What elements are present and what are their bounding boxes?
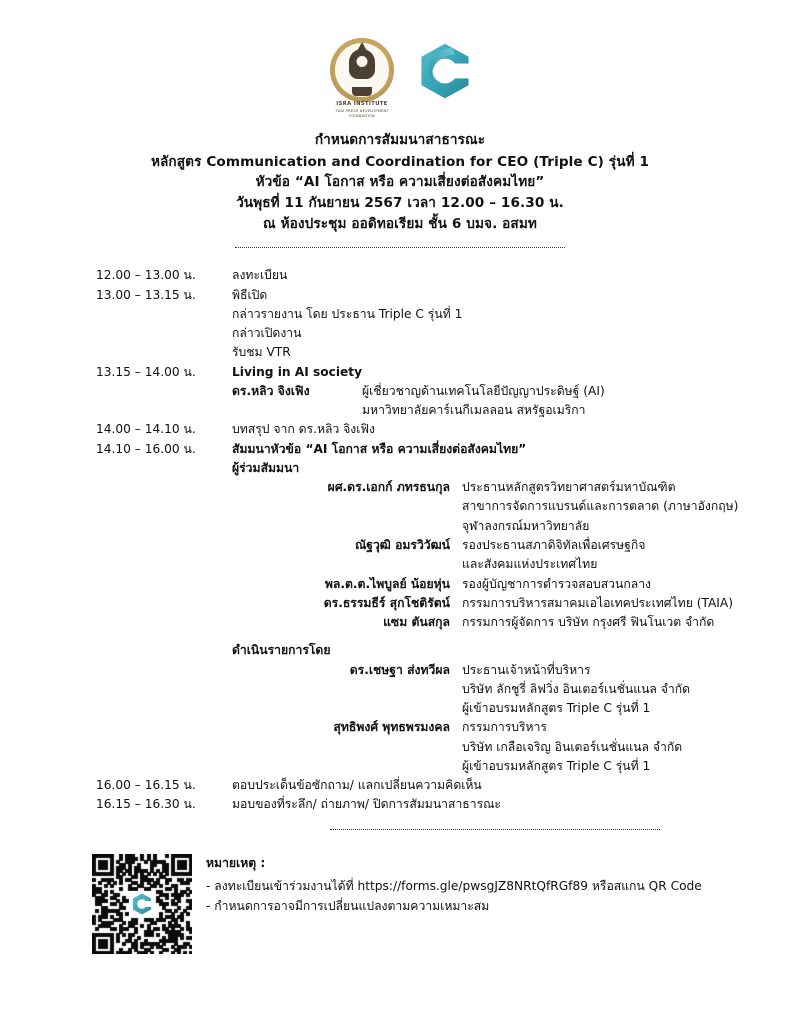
document-title-block [0,130,800,234]
agenda-desc: กล่าวเปิดงาน [232,326,302,341]
panelist-name: พล.ต.ต.ไพบูลย์ น้อยหุ่น [324,576,450,591]
panelist-name: ณัฐวุฒิ อมรวิวัฒน์ [354,538,450,552]
panelist-role: กรรมการผู้จัดการ บริษัท กรุงศรี ฟินโนเวต จำกัด [462,615,715,630]
section-spacer [96,632,740,641]
agenda-desc: ลงทะเบียน [232,268,288,283]
moderator-role: ประธานเจ้าหน้าที่บริหาร [462,662,591,677]
moderator-role: ผู้เข้าอบรมหลักสูตร Triple C รุ่นที่ 1 [462,758,651,773]
panelist-name: ดร.ธรรมธีร์ สุกโชติรัตน์ [323,595,450,610]
logo-band [0,0,800,124]
agenda-desc: มอบของที่ระลึก/ ถ่ายภาพ/ ปิดการสัมมนาสาธารณะ [232,797,501,812]
agenda-list [0,266,800,814]
moderator-list [96,661,740,777]
isra-org-name: ISRA INSTITUTE [336,101,388,107]
agenda-desc: สัมมนาหัวข้อ “AI โอกาส หรือ ความเสี่ยงต่อสังคมไทย” [232,441,527,456]
agenda-desc: บทสรุป จาก ดร.หลิว จิงเฟิง [232,422,375,437]
speaker-name: ดร.หลิว จิงเฟิง [232,383,310,398]
agenda-row [96,420,740,439]
agenda-subrow [96,324,740,343]
event-date-time: วันพุธที่ 11 กันยายน 2567 เวลา 12.00 – 16.30 น. [236,194,564,211]
panelist-name: ผศ.ดร.เอกก์ ภทรธนกุล [327,480,450,495]
notes-text-block [206,854,702,917]
moderator-role: กรรมการบริหาร [462,720,547,735]
panelist-role: รองประธานสภาดิจิทัลเพื่อเศรษฐกิจ [462,538,646,552]
isra-org-sub2: FOUNDATION [349,113,375,118]
moderator-role: ผู้เข้าอบรมหลักสูตร Triple C รุ่นที่ 1 [462,701,651,716]
agenda-desc: ตอบประเด็นข้อซักถาม/ แลกเปลี่ยนความคิดเห็น [232,778,482,793]
header-divider [235,247,565,248]
keynote-speaker-roleline [96,401,740,420]
notes-title: หมายเหตุ : [206,855,266,870]
agenda-desc: กล่าวรายงาน โดย ประธาน Triple C รุ่นที่ 1 [232,306,463,321]
qr-center-logo [129,891,155,917]
panelist-name: แซม ตันสกุล [383,615,450,630]
panelist-role: ประธานหลักสูตรวิทยาศาสตร์มหาบัณฑิต [462,480,676,495]
panelist-role: สาขาการจัดการแบรนด์และการตลาด (ภาษาอังกฤษ) [462,499,739,514]
agenda-row [96,440,740,459]
moderator-heading: ดำเนินรายการโดย [232,643,331,658]
notes-line-disclaimer: - กำหนดการอาจมีการเปลี่ยนแปลงตามความเหมาะสม [206,898,490,913]
event-venue: ณ ห้องประชุม ออดิทอเรียม ชั้น 6 บมจ. อสมท [263,215,537,232]
moderator-role: บริษัท เกลือเจริญ อินเตอร์เนชั่นแนล จำกัด [462,739,683,754]
panelists-heading: ผู้ร่วมสัมมนา [232,460,300,475]
agenda-time: 14.10 – 16.00 น. [96,441,196,456]
panelist-item [96,536,740,555]
moderator-roleline [96,680,740,699]
panelist-item [96,478,740,497]
panelist-roleline [96,497,740,516]
page-title: กำหนดการสัมมนาสาธารณะ [314,132,486,148]
moderator-roleline [96,699,740,718]
speaker-role: ผู้เชี่ยวชาญด้านเทคโนโลยีปัญญาประดิษฐ์ (AI) [362,383,605,398]
registration-qr-code[interactable] [92,854,192,954]
notes-section [0,854,800,954]
agenda-row [96,363,740,382]
moderator-heading-row [96,641,740,660]
panelist-list [96,478,740,632]
isra-org-sub1: THAI PRESS DEVELOPMENT [335,108,389,113]
moderator-name: ดร.เชษฐา ส่งทวีผล [349,662,450,677]
footer-divider [330,829,660,830]
agenda-subrow [96,343,740,362]
notes-line-registration: - ลงทะเบียนเข้าร่วมงานได้ที่ https://forms.gle/pwsgJZ8NRtQfRGf89 หรือสแกน QR Code [206,878,702,893]
panelist-roleline [96,555,740,574]
moderator-name: สุทธิพงศ์ พุทธพรมงคล [333,720,450,735]
hexagon-c-shape [133,893,151,914]
isra-wordmark [324,101,400,119]
agenda-row [96,286,740,305]
triple-c-logo [414,40,476,102]
panelist-item [96,575,740,594]
moderator-item [96,661,740,680]
moderator-roleline [96,738,740,757]
isra-seal-ring [330,38,394,102]
panelist-role: กรรมการบริหารสมาคมเอไอเทคประเทศไทย (TAIA) [462,595,733,610]
agenda-row [96,776,740,795]
agenda-desc: รับชม VTR [232,345,291,360]
moderator-item [96,718,740,737]
panelist-role: จุฬาลงกรณ์มหาวิทยาลัย [462,518,590,533]
agenda-subrow [96,459,740,478]
moderator-roleline [96,757,740,776]
agenda-desc: พิธีเปิด [232,287,268,302]
panelist-role: รองผู้บัญชาการตำรวจสอบสวนกลาง [462,576,652,591]
moderator-role: บริษัท ลักชูรี่ ลิฟวิ่ง อินเตอร์เนชั่นแนล จำกัด [462,681,691,696]
agenda-time: 13.15 – 14.00 น. [96,364,196,379]
panelist-roleline [96,517,740,536]
panelist-item [96,613,740,632]
course-title: หลักสูตร Communication and Coordination for CEO (Triple C) รุ่นที่ 1 [150,153,650,170]
speaker-role: มหาวิทยาลัยคาร์เนกีเมลลอน สหรัฐอเมริกา [362,403,586,418]
pen-nib-icon [356,42,368,53]
panelist-item [96,594,740,613]
keynote-speaker [96,382,740,401]
agenda-time: 13.00 – 13.15 น. [96,287,196,302]
bulb-base-icon [352,87,372,96]
agenda-row [96,795,740,814]
agenda-time: 16.00 – 16.15 น. [96,778,196,793]
agenda-row [96,266,740,285]
panelist-role: และสังคมแห่งประเทศไทย [462,557,598,572]
agenda-time: 14.00 – 14.10 น. [96,422,196,437]
agenda-desc: Living in AI society [232,364,363,379]
isra-institute-logo [324,38,400,122]
agenda-time: 16.15 – 16.30 น. [96,797,196,812]
agenda-time: 12.00 – 13.00 น. [96,268,196,283]
lightbulb-pen-icon [349,49,375,79]
topic-title: หัวข้อ “AI โอกาส หรือ ความเสี่ยงต่อสังคมไทย” [255,174,545,191]
agenda-subrow [96,305,740,324]
